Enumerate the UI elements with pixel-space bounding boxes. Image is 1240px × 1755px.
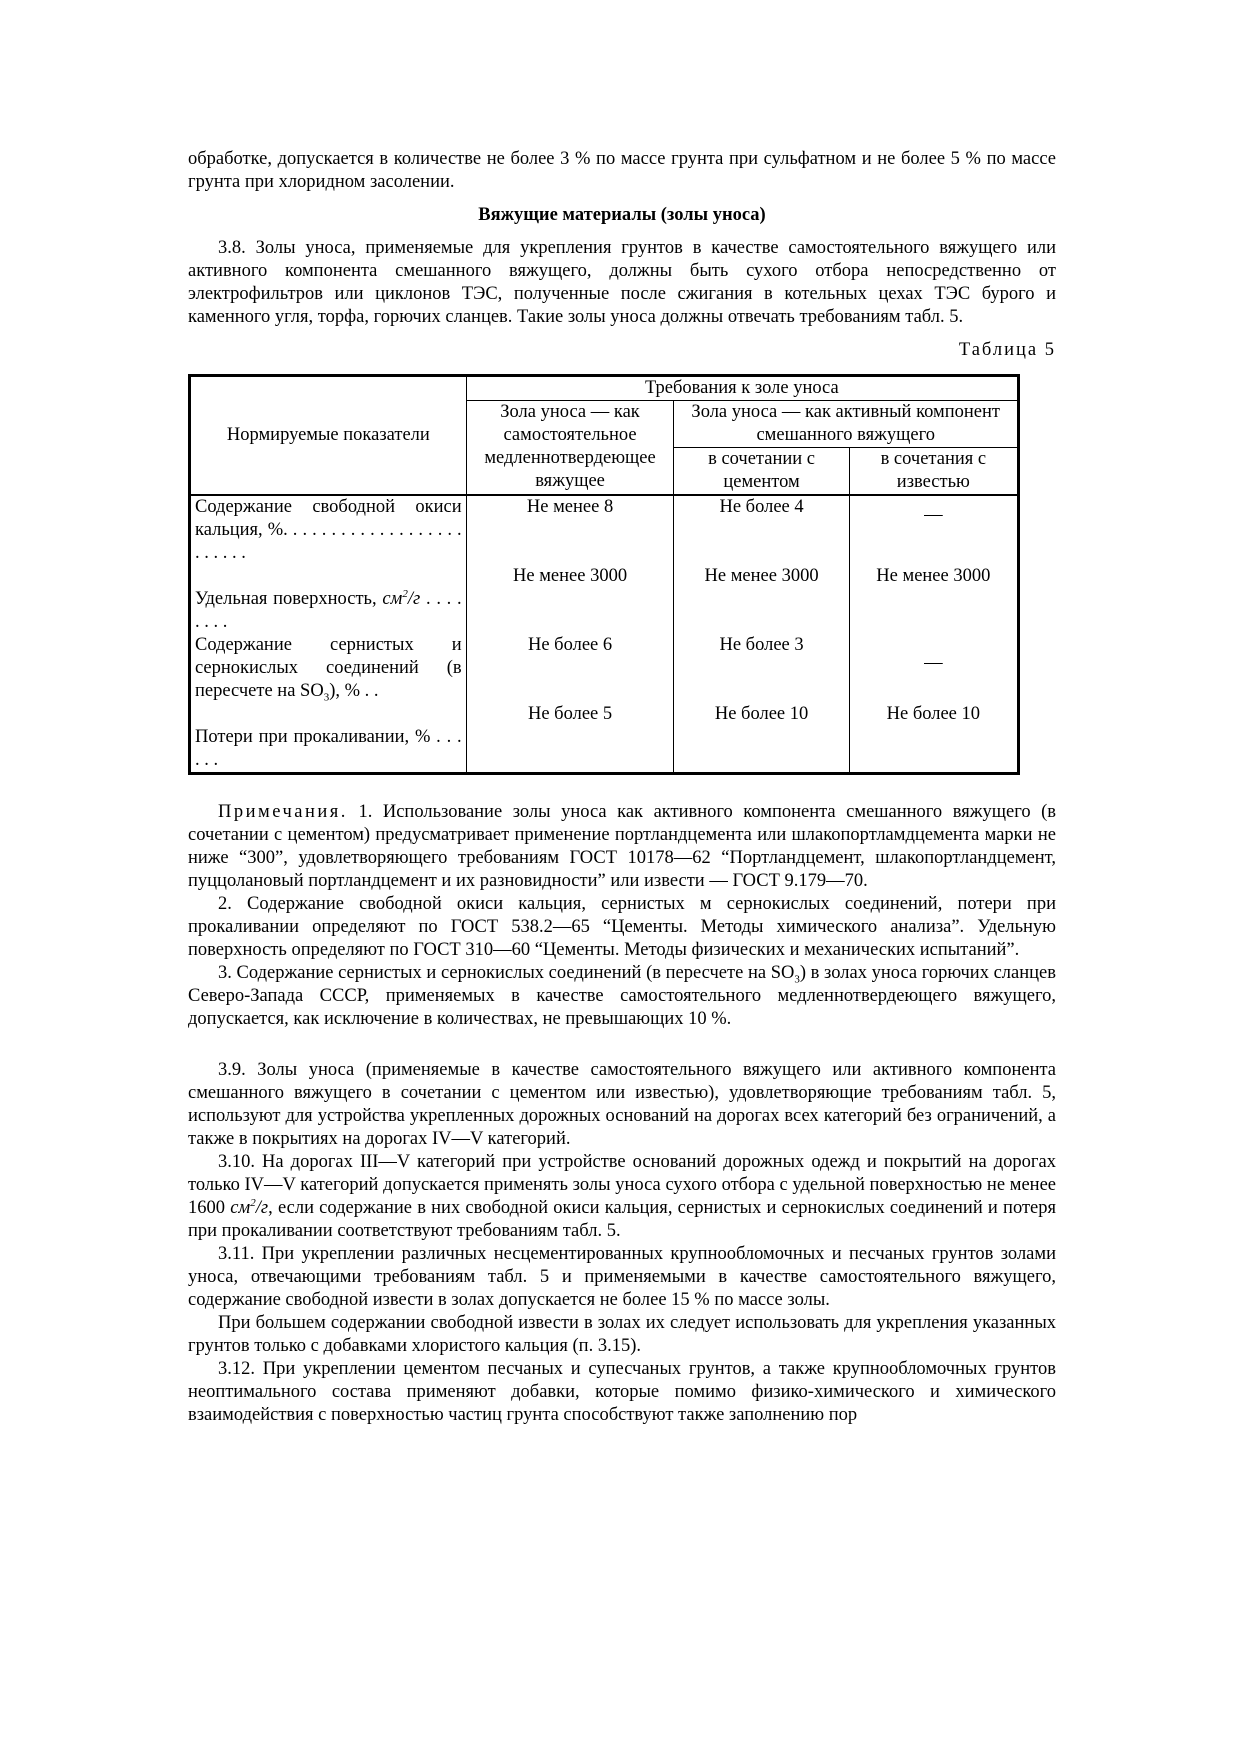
header-indicators: Нормируемые показатели xyxy=(190,376,467,496)
header-requirements: Требования к золе уноса xyxy=(466,376,1018,401)
paragraph-3-11-continued: При большем содержании свободной извести в золах их следует использовать для укрепления указанных грунтов только с добавками хлористого кальция (п. 3.15). xyxy=(188,1313,1056,1356)
table-row xyxy=(190,703,1019,774)
row-with-lime: — xyxy=(849,634,1018,703)
section-title: Вяжущие материалы (золы уноса) xyxy=(478,205,766,225)
row-indicator: Содержание свободной окиси кальция, %. . . . . . . . . . . . . . . . . . . . . . . . . xyxy=(190,495,467,565)
row-with-lime: Не менее 3000 xyxy=(849,565,1018,634)
note-3: 3. Содержание сернистых и сернокислых соединений (в пересчете на $SO_3$) в золах уноса горючих сланцев Северо-Запада СССР, применяемых в качестве самостоятельного медленнотвердеющего вяжущего, допускается, как исключение в количествах, не превышающих 10 %. xyxy=(188,963,1056,1029)
paragraph-3-12: 3.12. При укреплении цементом песчаных и супесчаных грунтов, а также крупнообломочных грунтов неоптимального состава применяют добавки, которые помимо физико-химического и химического взаимодействия с поверхностью частиц грунта способствуют также заполнению пор xyxy=(188,1359,1056,1425)
intro-paragraph: обработке, допускается в количестве не более 3 % по массе грунта при сульфатном и не более 5 % по массе грунта при хлоридном засолении. xyxy=(188,149,1056,192)
notes-block xyxy=(188,801,1056,1031)
row-indicator: Удельная поверхность, $см^2/г$ . . . . . . . . xyxy=(190,565,467,634)
table-row xyxy=(190,565,1019,634)
row-indicator: Потери при прокаливании, % . . . . . . xyxy=(190,703,467,774)
note-2: 2. Содержание свободной окиси кальция, сернистых м сернокислых соединений, потери при прокаливании определяют по ГОСТ 538.2—65 “Цементы. Методы химического анализа”. Удельную поверхность определяют по ГОСТ 310—60 “Цементы. Методы физических и механических испытаний”. xyxy=(188,894,1056,960)
row-with-cement: Не менее 3000 xyxy=(674,565,849,634)
row-with-lime: — xyxy=(849,495,1018,565)
note-1: Примечания. 1. Использование золы уноса как активного компонента смешанного вяжущего (в сочетании с цементом) предусматривает применение портландцемента или шлакопортламдцемента марки не ниже “300”, удовлетворяющего требованиям ГОСТ 10178—62 “Портландцемент, шлакопортландцемент, пуццолановый портландцемент и их разновидности” или извести — ГОСТ 9.179—70. xyxy=(188,802,1056,891)
row-standalone: Не более 6 xyxy=(466,634,674,703)
row-with-cement: Не более 3 xyxy=(674,634,849,703)
row-standalone: Не более 5 xyxy=(466,703,674,774)
row-indicator: Содержание сернистых и сернокислых соединений (в пересчете на $SO_3$), % . . xyxy=(190,634,467,703)
requirements-table xyxy=(188,374,1020,775)
row-standalone: Не менее 8 xyxy=(466,495,674,565)
header-with-cement: в сочетании с цементом xyxy=(674,448,849,496)
row-with-lime: Не более 10 xyxy=(849,703,1018,774)
table-label: Таблица 5 xyxy=(958,340,1056,360)
header-standalone: Зола уноса — как самостоятельное медленнотвердеющее вяжущее xyxy=(466,401,674,496)
paragraph-3-9: 3.9. Золы уноса (применяемые в качестве самостоятельного вяжущего или активного компонента смешанного вяжущего в сочетании с цементом или известью), удовлетворяющие требованиям табл. 5, используют для устройства укрепленных дорожных оснований на дорогах всех категорий без ограничений, а также в покрытиях на дорогах IV—V категорий. xyxy=(188,1060,1056,1149)
notes-title: Примечания. xyxy=(218,802,348,822)
paragraph-3-8: 3.8. Золы уноса, применяемые для укрепления грунтов в качестве самостоятельного вяжущего или активного компонента смешанного вяжущего, должны быть сухого отбора непосредственно от электрофильтров или циклонов ТЭС, полученные после сжигания в котельных цехах ТЭС бурого и каменного угля, торфа, горючих сланцев. Такие золы уноса должны отвечать требованиям табл. 5. xyxy=(188,238,1056,327)
document-page xyxy=(188,148,1056,1427)
header-with-lime: в сочетания с известью xyxy=(849,448,1018,496)
table-row xyxy=(190,495,1019,565)
row-standalone: Не менее 3000 xyxy=(466,565,674,634)
row-with-cement: Не более 4 xyxy=(674,495,849,565)
row-with-cement: Не более 10 xyxy=(674,703,849,774)
paragraph-3-11: 3.11. При укреплении различных несцементированных крупнообломочных и песчаных грунтов золами уноса, отвечающими требованиям табл. 5 и применяемыми в качестве самостоятельного вяжущего, содержание свободной извести в золах допускается не более 15 % по массе золы. xyxy=(188,1244,1056,1310)
paragraph-3-10: 3.10. На дорогах III—V категорий при устройстве оснований дорожных одежд и покрытий на дорогах только IV—V категорий допускается применять золы уноса сухого отбора с удельной поверхностью не менее 1600 $см^2/г$, если содержание в них свободной окиси кальция, сернистых и сернокислых соединений и потеря при прокаливании соответствуют требованиям табл. 5. xyxy=(188,1152,1057,1241)
table-row xyxy=(190,634,1019,703)
header-active: Зола уноса — как активный компонент смешанного вяжущего xyxy=(674,401,1019,448)
